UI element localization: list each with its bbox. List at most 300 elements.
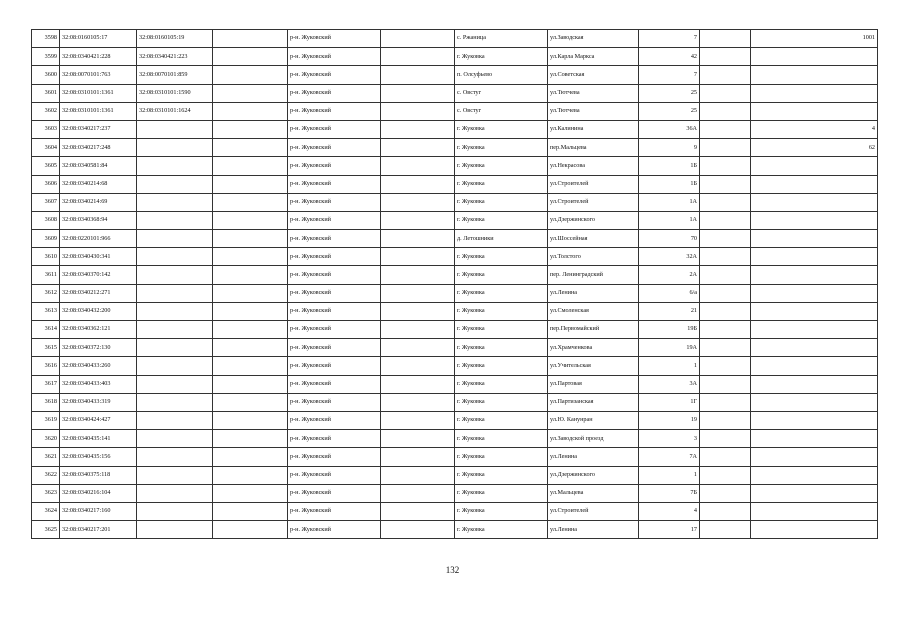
house-number-cell: 1Г (639, 393, 700, 411)
cadastral-number-cell: 32:08:0070101:763 (60, 66, 137, 84)
house-number-cell: 1Б (639, 157, 700, 175)
house-number-cell: 7А (639, 448, 700, 466)
locality-cell: г. Жуковка (455, 466, 548, 484)
empty-cell (213, 84, 288, 102)
empty-cell (213, 502, 288, 520)
cadastral-number-cell: 32:08:0340435:141 (60, 430, 137, 448)
empty-cell (213, 248, 288, 266)
street-cell: ул.Ленина (548, 521, 639, 539)
locality-cell: г. Жуковка (455, 211, 548, 229)
empty-cell (381, 193, 455, 211)
empty-cell (700, 157, 751, 175)
empty-cell (700, 266, 751, 284)
locality-cell: г. Жуковка (455, 521, 548, 539)
street-cell: ул.Ленина (548, 284, 639, 302)
code-cell (751, 211, 878, 229)
region-cell: р-н. Жуковский (288, 266, 381, 284)
code-cell (751, 502, 878, 520)
cadastral-number-cell: 32:08:0220101:966 (60, 230, 137, 248)
cadastral-number-cell: 32:08:0340435:156 (60, 448, 137, 466)
empty-cell (213, 484, 288, 502)
prior-cadastral-number-cell (137, 139, 213, 157)
street-cell: ул.Заводской проезд (548, 430, 639, 448)
code-cell (751, 66, 878, 84)
table-row (32, 193, 878, 211)
street-cell: ул.Заводская (548, 30, 639, 48)
empty-cell (213, 211, 288, 229)
row-number-cell: 3615 (32, 339, 60, 357)
table-row (32, 120, 878, 138)
empty-cell (381, 102, 455, 120)
code-cell (751, 230, 878, 248)
prior-cadastral-number-cell (137, 284, 213, 302)
street-cell: пер.Первомайский (548, 321, 639, 339)
empty-cell (213, 230, 288, 248)
region-cell: р-н. Жуковский (288, 302, 381, 320)
cadastral-number-cell: 32:08:0340212:271 (60, 284, 137, 302)
registry-table (31, 29, 878, 539)
locality-cell: п. Олсуфьево (455, 66, 548, 84)
prior-cadastral-number-cell (137, 175, 213, 193)
empty-cell (700, 375, 751, 393)
street-cell: ул.Калинина (548, 120, 639, 138)
empty-cell (213, 120, 288, 138)
empty-cell (700, 411, 751, 429)
region-cell: р-н. Жуковский (288, 393, 381, 411)
empty-cell (700, 502, 751, 520)
row-number-cell: 3621 (32, 448, 60, 466)
cadastral-number-cell: 32:08:0310101:1361 (60, 84, 137, 102)
house-number-cell: 1А (639, 193, 700, 211)
region-cell: р-н. Жуковский (288, 339, 381, 357)
house-number-cell: 25 (639, 102, 700, 120)
region-cell: р-н. Жуковский (288, 375, 381, 393)
table-row (32, 139, 878, 157)
prior-cadastral-number-cell (137, 357, 213, 375)
empty-cell (381, 339, 455, 357)
empty-cell (213, 30, 288, 48)
table-row (32, 48, 878, 66)
house-number-cell: 1 (639, 466, 700, 484)
region-cell: р-н. Жуковский (288, 502, 381, 520)
locality-cell: г. Жуковка (455, 339, 548, 357)
row-number-cell: 3623 (32, 484, 60, 502)
cadastral-number-cell: 32:08:0340375:118 (60, 466, 137, 484)
street-cell: ул.Советская (548, 66, 639, 84)
table-row (32, 357, 878, 375)
locality-cell: г. Жуковка (455, 357, 548, 375)
empty-cell (381, 66, 455, 84)
street-cell: ул.Шоссейная (548, 230, 639, 248)
cadastral-number-cell: 32:08:0340362:121 (60, 321, 137, 339)
empty-cell (381, 230, 455, 248)
region-cell: р-н. Жуковский (288, 139, 381, 157)
cadastral-number-cell: 32:08:0340214:68 (60, 175, 137, 193)
code-cell (751, 48, 878, 66)
street-cell: ул.Смоленская (548, 302, 639, 320)
prior-cadastral-number-cell (137, 466, 213, 484)
region-cell: р-н. Жуковский (288, 521, 381, 539)
street-cell: ул.Партизанская (548, 393, 639, 411)
house-number-cell: 7 (639, 30, 700, 48)
row-number-cell: 3609 (32, 230, 60, 248)
region-cell: р-н. Жуковский (288, 84, 381, 102)
region-cell: р-н. Жуковский (288, 466, 381, 484)
empty-cell (700, 193, 751, 211)
cadastral-number-cell: 32:08:0340370:142 (60, 266, 137, 284)
table-row (32, 248, 878, 266)
locality-cell: г. Жуковка (455, 193, 548, 211)
cadastral-number-cell: 32:08:0340372:130 (60, 339, 137, 357)
row-number-cell: 3611 (32, 266, 60, 284)
row-number-cell: 3610 (32, 248, 60, 266)
cadastral-number-cell: 32:08:0160105:17 (60, 30, 137, 48)
table-row (32, 102, 878, 120)
locality-cell: г. Жуковка (455, 411, 548, 429)
prior-cadastral-number-cell: 32:08:0310101:1624 (137, 102, 213, 120)
registry-rows (32, 30, 878, 539)
code-cell (751, 102, 878, 120)
house-number-cell: 4 (639, 502, 700, 520)
code-cell: 1001 (751, 30, 878, 48)
house-number-cell: 19А (639, 339, 700, 357)
table-row (32, 266, 878, 284)
table-row (32, 66, 878, 84)
empty-cell (700, 84, 751, 102)
row-number-cell: 3608 (32, 211, 60, 229)
house-number-cell: 1Б (639, 175, 700, 193)
table-row (32, 230, 878, 248)
cadastral-number-cell: 32:08:0340217:201 (60, 521, 137, 539)
street-cell: ул.Толстого (548, 248, 639, 266)
street-cell: пер.Мальцева (548, 139, 639, 157)
region-cell: р-н. Жуковский (288, 284, 381, 302)
street-cell: ул.Партовая (548, 375, 639, 393)
empty-cell (213, 193, 288, 211)
code-cell (751, 157, 878, 175)
cadastral-number-cell: 32:08:0340214:69 (60, 193, 137, 211)
row-number-cell: 3600 (32, 66, 60, 84)
house-number-cell: 32А (639, 248, 700, 266)
cadastral-number-cell: 32:08:0340424:427 (60, 411, 137, 429)
table-row (32, 284, 878, 302)
locality-cell: с. Ржаница (455, 30, 548, 48)
row-number-cell: 3604 (32, 139, 60, 157)
table-row (32, 502, 878, 520)
prior-cadastral-number-cell (137, 484, 213, 502)
street-cell: ул.Тютчева (548, 102, 639, 120)
empty-cell (381, 211, 455, 229)
code-cell (751, 357, 878, 375)
code-cell (751, 302, 878, 320)
house-number-cell: 1 (639, 357, 700, 375)
empty-cell (700, 484, 751, 502)
cadastral-number-cell: 32:08:0340432:200 (60, 302, 137, 320)
prior-cadastral-number-cell (137, 448, 213, 466)
empty-cell (213, 175, 288, 193)
house-number-cell: 9 (639, 139, 700, 157)
empty-cell (381, 84, 455, 102)
empty-cell (213, 321, 288, 339)
empty-cell (381, 484, 455, 502)
empty-cell (381, 266, 455, 284)
empty-cell (381, 139, 455, 157)
locality-cell: д. Летошники (455, 230, 548, 248)
empty-cell (381, 393, 455, 411)
code-cell (751, 193, 878, 211)
street-cell: ул.Тютчева (548, 84, 639, 102)
prior-cadastral-number-cell (137, 120, 213, 138)
code-cell (751, 175, 878, 193)
region-cell: р-н. Жуковский (288, 248, 381, 266)
table-row (32, 175, 878, 193)
table-row (32, 466, 878, 484)
code-cell (751, 321, 878, 339)
empty-cell (381, 248, 455, 266)
region-cell: р-н. Жуковский (288, 120, 381, 138)
empty-cell (700, 393, 751, 411)
code-cell (751, 248, 878, 266)
house-number-cell: 17 (639, 521, 700, 539)
locality-cell: г. Жуковка (455, 48, 548, 66)
empty-cell (213, 339, 288, 357)
house-number-cell: 21 (639, 302, 700, 320)
locality-cell: с. Овстуг (455, 102, 548, 120)
region-cell: р-н. Жуковский (288, 448, 381, 466)
empty-cell (381, 302, 455, 320)
row-number-cell: 3614 (32, 321, 60, 339)
region-cell: р-н. Жуковский (288, 30, 381, 48)
empty-cell (213, 521, 288, 539)
prior-cadastral-number-cell (137, 502, 213, 520)
cadastral-number-cell: 32:08:0340430:341 (60, 248, 137, 266)
prior-cadastral-number-cell (137, 411, 213, 429)
empty-cell (381, 448, 455, 466)
empty-cell (381, 375, 455, 393)
street-cell: пер. Ленинградский (548, 266, 639, 284)
empty-cell (213, 157, 288, 175)
region-cell: р-н. Жуковский (288, 230, 381, 248)
row-number-cell: 3599 (32, 48, 60, 66)
locality-cell: г. Жуковка (455, 448, 548, 466)
prior-cadastral-number-cell (137, 266, 213, 284)
house-number-cell: 19Б (639, 321, 700, 339)
street-cell: ул.Карла Маркса (548, 48, 639, 66)
empty-cell (381, 357, 455, 375)
street-cell: ул.Мальцева (548, 484, 639, 502)
cadastral-number-cell: 32:08:0340217:248 (60, 139, 137, 157)
house-number-cell: 7Б (639, 484, 700, 502)
empty-cell (381, 284, 455, 302)
locality-cell: г. Жуковка (455, 120, 548, 138)
row-number-cell: 3618 (32, 393, 60, 411)
house-number-cell: 25 (639, 84, 700, 102)
empty-cell (700, 66, 751, 84)
prior-cadastral-number-cell (137, 339, 213, 357)
street-cell: ул.Строителей (548, 193, 639, 211)
code-cell (751, 411, 878, 429)
empty-cell (213, 411, 288, 429)
locality-cell: г. Жуковка (455, 157, 548, 175)
house-number-cell: 6/a (639, 284, 700, 302)
prior-cadastral-number-cell: 32:08:0340421:223 (137, 48, 213, 66)
empty-cell (213, 393, 288, 411)
row-number-cell: 3617 (32, 375, 60, 393)
street-cell: ул.Строителей (548, 175, 639, 193)
code-cell (751, 284, 878, 302)
region-cell: р-н. Жуковский (288, 193, 381, 211)
code-cell (751, 339, 878, 357)
table-row (32, 339, 878, 357)
region-cell: р-н. Жуковский (288, 157, 381, 175)
empty-cell (381, 502, 455, 520)
region-cell: р-н. Жуковский (288, 357, 381, 375)
row-number-cell: 3607 (32, 193, 60, 211)
prior-cadastral-number-cell (137, 230, 213, 248)
table-row (32, 302, 878, 320)
prior-cadastral-number-cell (137, 521, 213, 539)
empty-cell (213, 448, 288, 466)
prior-cadastral-number-cell (137, 248, 213, 266)
street-cell: ул.Храмченкова (548, 339, 639, 357)
empty-cell (700, 321, 751, 339)
row-number-cell: 3624 (32, 502, 60, 520)
prior-cadastral-number-cell (137, 193, 213, 211)
cadastral-number-cell: 32:08:0340368:94 (60, 211, 137, 229)
empty-cell (700, 30, 751, 48)
prior-cadastral-number-cell (137, 375, 213, 393)
table-row (32, 375, 878, 393)
code-cell (751, 448, 878, 466)
locality-cell: г. Жуковка (455, 284, 548, 302)
code-cell (751, 393, 878, 411)
street-cell: ул.Дзержинского (548, 466, 639, 484)
house-number-cell: 19 (639, 411, 700, 429)
table-row (32, 521, 878, 539)
prior-cadastral-number-cell: 32:08:0310101:1590 (137, 84, 213, 102)
house-number-cell: 3А (639, 375, 700, 393)
empty-cell (381, 157, 455, 175)
empty-cell (700, 466, 751, 484)
prior-cadastral-number-cell (137, 321, 213, 339)
code-cell (751, 430, 878, 448)
cadastral-number-cell: 32:08:0340421:228 (60, 48, 137, 66)
code-cell (751, 466, 878, 484)
empty-cell (700, 102, 751, 120)
row-number-cell: 3606 (32, 175, 60, 193)
row-number-cell: 3619 (32, 411, 60, 429)
table-row (32, 84, 878, 102)
prior-cadastral-number-cell (137, 302, 213, 320)
cadastral-number-cell: 32:08:0340433:319 (60, 393, 137, 411)
empty-cell (213, 139, 288, 157)
empty-cell (381, 175, 455, 193)
empty-cell (381, 521, 455, 539)
table-row (32, 211, 878, 229)
street-cell: ул.Некрасова (548, 157, 639, 175)
code-cell (751, 375, 878, 393)
cadastral-number-cell: 32:08:0340433:403 (60, 375, 137, 393)
cadastral-number-cell: 32:08:0340216:104 (60, 484, 137, 502)
code-cell (751, 84, 878, 102)
row-number-cell: 3605 (32, 157, 60, 175)
prior-cadastral-number-cell (137, 211, 213, 229)
region-cell: р-н. Жуковский (288, 430, 381, 448)
cadastral-number-cell: 32:08:0340433:260 (60, 357, 137, 375)
empty-cell (381, 411, 455, 429)
region-cell: р-н. Жуковский (288, 102, 381, 120)
empty-cell (213, 102, 288, 120)
row-number-cell: 3598 (32, 30, 60, 48)
locality-cell: г. Жуковка (455, 393, 548, 411)
empty-cell (700, 339, 751, 357)
house-number-cell: 42 (639, 48, 700, 66)
empty-cell (700, 521, 751, 539)
row-number-cell: 3613 (32, 302, 60, 320)
empty-cell (213, 302, 288, 320)
cadastral-number-cell: 32:08:0340217:160 (60, 502, 137, 520)
table-row (32, 157, 878, 175)
locality-cell: г. Жуковка (455, 430, 548, 448)
row-number-cell: 3622 (32, 466, 60, 484)
prior-cadastral-number-cell: 32:08:0160105:19 (137, 30, 213, 48)
empty-cell (213, 466, 288, 484)
region-cell: р-н. Жуковский (288, 411, 381, 429)
row-number-cell: 3620 (32, 430, 60, 448)
empty-cell (381, 120, 455, 138)
empty-cell (381, 430, 455, 448)
locality-cell: с. Овстуг (455, 84, 548, 102)
row-number-cell: 3616 (32, 357, 60, 375)
table-row (32, 321, 878, 339)
cadastral-number-cell: 32:08:0340581:84 (60, 157, 137, 175)
locality-cell: г. Жуковка (455, 139, 548, 157)
empty-cell (381, 321, 455, 339)
house-number-cell: 70 (639, 230, 700, 248)
code-cell (751, 521, 878, 539)
code-cell: 62 (751, 139, 878, 157)
house-number-cell: 1А (639, 211, 700, 229)
table-row (32, 411, 878, 429)
table-row (32, 448, 878, 466)
street-cell: ул.Ленина (548, 448, 639, 466)
region-cell: р-н. Жуковский (288, 321, 381, 339)
cadastral-number-cell: 32:08:0310101:1361 (60, 102, 137, 120)
table-row (32, 484, 878, 502)
code-cell (751, 266, 878, 284)
empty-cell (700, 248, 751, 266)
empty-cell (700, 48, 751, 66)
locality-cell: г. Жуковка (455, 502, 548, 520)
empty-cell (700, 175, 751, 193)
house-number-cell: 7 (639, 66, 700, 84)
row-number-cell: 3601 (32, 84, 60, 102)
empty-cell (213, 48, 288, 66)
empty-cell (700, 302, 751, 320)
empty-cell (700, 448, 751, 466)
house-number-cell: 36А (639, 120, 700, 138)
empty-cell (700, 430, 751, 448)
empty-cell (700, 230, 751, 248)
empty-cell (213, 375, 288, 393)
empty-cell (213, 266, 288, 284)
empty-cell (700, 357, 751, 375)
empty-cell (700, 211, 751, 229)
prior-cadastral-number-cell (137, 393, 213, 411)
empty-cell (213, 430, 288, 448)
region-cell: р-н. Жуковский (288, 484, 381, 502)
locality-cell: г. Жуковка (455, 248, 548, 266)
